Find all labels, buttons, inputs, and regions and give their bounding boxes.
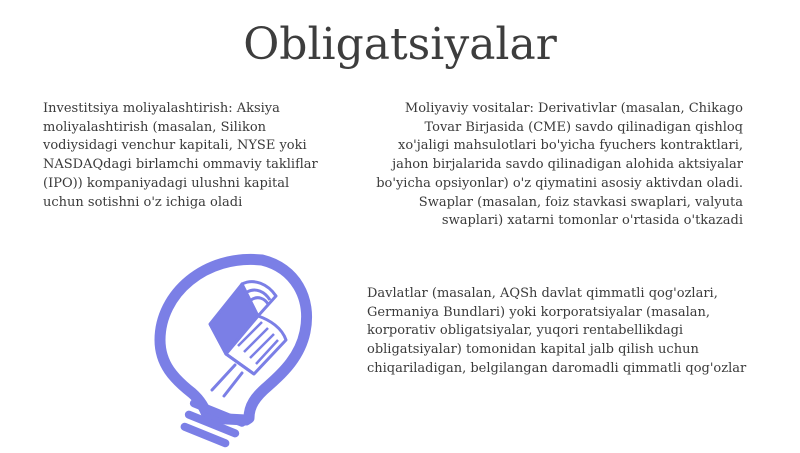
- investment-financing-text: Investitsiya moliyalashtirish: Aksiya moliyalashtirish (masalan, Silikon vodiysidagi venchur kapitali, NYSE yoki NASDAQdagi birlamchi ommaviy takliflar (IPO)) kompaniyadagi ulushni kapital uchun sotishni o'z ichiga oladi: [43, 101, 318, 210]
- lightbulb-book-icon: [150, 240, 315, 449]
- slide-title: Obligatsiyalar: [243, 19, 557, 70]
- financial-instruments-text: Moliyaviy vositalar: Derivativlar (masalan, Chikago Tovar Birjasida (CME) savdo qilinadigan qishloq xo'jaligi mahsulotlari bo'yicha fyuchers kontraktlari, jahon birjalarida savdo qilinadigan alohida aktsiyalar bo'yicha opsiyonlar) o'z qiymatini asosiy aktivdan oladi. Swaplar (masalan, foiz stavkasi swaplari, valyuta swaplari) xatarni tomonlar o'rtasida o'tkazadi: [376, 101, 743, 229]
- bonds-description-text: Davlatlar (masalan, AQSh davlat qimmatli qog'ozlari, Germaniya Bundlari) yoki korporatsiyalar (masalan, korporativ obligatsiyalar, yuqori rentabellikdagi obligatsiyalar) tomonidan kapital jalb qilish uchun chiqariladigan, belgilangan daromadli qimmatli qog'ozlar: [367, 286, 747, 376]
